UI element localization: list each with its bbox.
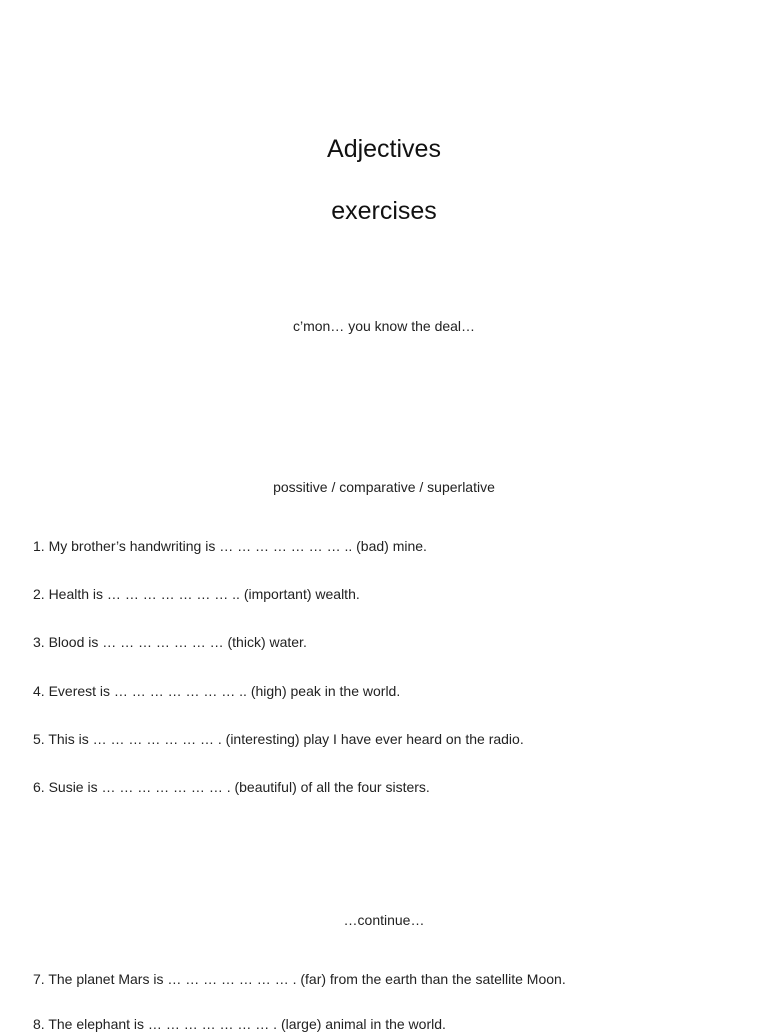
exercise-item-5: 5. This is … … … … … … … . (interesting) play I have ever heard on the radio.: [33, 731, 524, 747]
continue-label: …continue…: [343, 912, 425, 928]
exercise-item-6: 6. Susie is … … … … … … … . (beautiful) of all the four sisters.: [33, 779, 430, 795]
document-subtitle: exercises: [331, 197, 437, 225]
exercise-item-4: 4. Everest is … … … … … … … .. (high) peak in the world.: [33, 683, 401, 699]
exercise-item-3: 3. Blood is … … … … … … … (thick) water.: [33, 634, 307, 650]
exercise-item-1: 1. My brother’s handwriting is … … … … … … … .. (bad) mine.: [33, 538, 427, 554]
exercise-item-7: 7. The planet Mars is … … … … … … … . (far) from the earth than the satellite Moon.: [33, 971, 566, 987]
section-heading: possitive / comparative / superlative: [273, 479, 495, 495]
intro-text: c’mon… you know the deal…: [292, 318, 476, 334]
exercise-item-2: 2. Health is … … … … … … … .. (important) wealth.: [33, 586, 360, 602]
document-title: Adjectives: [327, 135, 441, 163]
exercise-item-8: 8. The elephant is … … … … … … … . (large) animal in the world.: [33, 1016, 446, 1032]
